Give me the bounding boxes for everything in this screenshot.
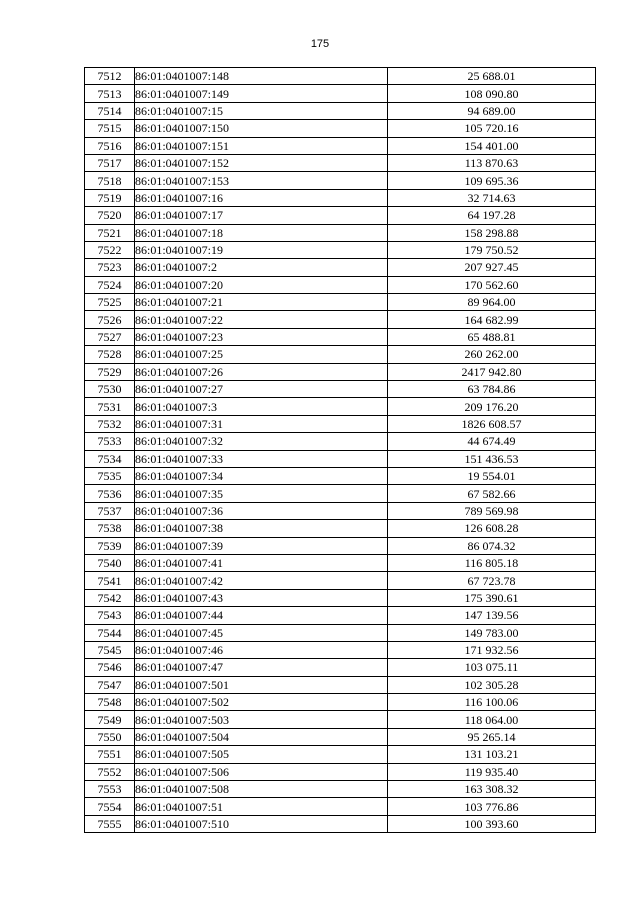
table-row xyxy=(85,398,596,415)
value-cell: 102 305.28 xyxy=(388,676,596,693)
table-row xyxy=(85,346,596,363)
table-row xyxy=(85,224,596,241)
table-row xyxy=(85,294,596,311)
row-number-cell: 7527 xyxy=(85,328,135,345)
table-row xyxy=(85,363,596,380)
cadastral-number-cell: 86:01:0401007:23 xyxy=(135,328,388,345)
row-number-cell: 7528 xyxy=(85,346,135,363)
cadastral-number-cell: 86:01:0401007:21 xyxy=(135,294,388,311)
cadastral-number-cell: 86:01:0401007:36 xyxy=(135,502,388,519)
table-row xyxy=(85,815,596,832)
cadastral-value-table xyxy=(84,67,596,833)
table-row xyxy=(85,450,596,467)
table-row xyxy=(85,676,596,693)
table-row xyxy=(85,798,596,815)
value-cell: 260 262.00 xyxy=(388,346,596,363)
cadastral-number-cell: 86:01:0401007:42 xyxy=(135,572,388,589)
cadastral-number-cell: 86:01:0401007:47 xyxy=(135,659,388,676)
cadastral-number-cell: 86:01:0401007:2 xyxy=(135,259,388,276)
value-cell: 175 390.61 xyxy=(388,589,596,606)
cadastral-number-cell: 86:01:0401007:22 xyxy=(135,311,388,328)
value-cell: 100 393.60 xyxy=(388,815,596,832)
row-number-cell: 7531 xyxy=(85,398,135,415)
table-row xyxy=(85,728,596,745)
row-number-cell: 7547 xyxy=(85,676,135,693)
row-number-cell: 7524 xyxy=(85,276,135,293)
cadastral-number-cell: 86:01:0401007:503 xyxy=(135,711,388,728)
row-number-cell: 7515 xyxy=(85,120,135,137)
table-row xyxy=(85,485,596,502)
value-cell: 67 723.78 xyxy=(388,572,596,589)
table-row xyxy=(85,746,596,763)
cadastral-number-cell: 86:01:0401007:25 xyxy=(135,346,388,363)
cadastral-number-cell: 86:01:0401007:31 xyxy=(135,415,388,432)
table-row xyxy=(85,467,596,484)
row-number-cell: 7523 xyxy=(85,259,135,276)
value-cell: 179 750.52 xyxy=(388,241,596,258)
row-number-cell: 7540 xyxy=(85,554,135,571)
row-number-cell: 7538 xyxy=(85,520,135,537)
cadastral-number-cell: 86:01:0401007:19 xyxy=(135,241,388,258)
value-cell: 65 488.81 xyxy=(388,328,596,345)
value-cell: 789 569.98 xyxy=(388,502,596,519)
cadastral-number-cell: 86:01:0401007:504 xyxy=(135,728,388,745)
table-row xyxy=(85,502,596,519)
row-number-cell: 7542 xyxy=(85,589,135,606)
table-row xyxy=(85,276,596,293)
row-number-cell: 7530 xyxy=(85,381,135,398)
value-cell: 154 401.00 xyxy=(388,137,596,154)
value-cell: 103 776.86 xyxy=(388,798,596,815)
row-number-cell: 7553 xyxy=(85,781,135,798)
table-row xyxy=(85,537,596,554)
cadastral-number-cell: 86:01:0401007:502 xyxy=(135,694,388,711)
row-number-cell: 7539 xyxy=(85,537,135,554)
row-number-cell: 7536 xyxy=(85,485,135,502)
cadastral-number-cell: 86:01:0401007:33 xyxy=(135,450,388,467)
row-number-cell: 7550 xyxy=(85,728,135,745)
cadastral-number-cell: 86:01:0401007:510 xyxy=(135,815,388,832)
cadastral-number-cell: 86:01:0401007:26 xyxy=(135,363,388,380)
cadastral-number-cell: 86:01:0401007:32 xyxy=(135,433,388,450)
cadastral-number-cell: 86:01:0401007:153 xyxy=(135,172,388,189)
table-row xyxy=(85,763,596,780)
table-row xyxy=(85,781,596,798)
table-row xyxy=(85,554,596,571)
page-number: 175 xyxy=(310,38,330,50)
cadastral-number-cell: 86:01:0401007:149 xyxy=(135,85,388,102)
row-number-cell: 7512 xyxy=(85,68,135,85)
row-number-cell: 7544 xyxy=(85,624,135,641)
cadastral-number-cell: 86:01:0401007:3 xyxy=(135,398,388,415)
row-number-cell: 7526 xyxy=(85,311,135,328)
table-row xyxy=(85,189,596,206)
table-row xyxy=(85,711,596,728)
value-cell: 131 103.21 xyxy=(388,746,596,763)
cadastral-number-cell: 86:01:0401007:44 xyxy=(135,607,388,624)
row-number-cell: 7551 xyxy=(85,746,135,763)
value-cell: 105 720.16 xyxy=(388,120,596,137)
cadastral-number-cell: 86:01:0401007:16 xyxy=(135,189,388,206)
table-row xyxy=(85,85,596,102)
cadastral-number-cell: 86:01:0401007:151 xyxy=(135,137,388,154)
cadastral-number-cell: 86:01:0401007:148 xyxy=(135,68,388,85)
row-number-cell: 7525 xyxy=(85,294,135,311)
table-row xyxy=(85,154,596,171)
table-row xyxy=(85,607,596,624)
cadastral-number-cell: 86:01:0401007:506 xyxy=(135,763,388,780)
cadastral-number-cell: 86:01:0401007:43 xyxy=(135,589,388,606)
row-number-cell: 7532 xyxy=(85,415,135,432)
cadastral-number-cell: 86:01:0401007:27 xyxy=(135,381,388,398)
row-number-cell: 7533 xyxy=(85,433,135,450)
table-row xyxy=(85,172,596,189)
value-cell: 89 964.00 xyxy=(388,294,596,311)
value-cell: 207 927.45 xyxy=(388,259,596,276)
value-cell: 151 436.53 xyxy=(388,450,596,467)
cadastral-number-cell: 86:01:0401007:35 xyxy=(135,485,388,502)
value-cell: 94 689.00 xyxy=(388,102,596,119)
value-cell: 25 688.01 xyxy=(388,68,596,85)
table-row xyxy=(85,659,596,676)
table-row xyxy=(85,207,596,224)
table-row xyxy=(85,694,596,711)
value-cell: 63 784.86 xyxy=(388,381,596,398)
table-row xyxy=(85,311,596,328)
table-row xyxy=(85,259,596,276)
cadastral-number-cell: 86:01:0401007:41 xyxy=(135,554,388,571)
row-number-cell: 7549 xyxy=(85,711,135,728)
value-cell: 209 176.20 xyxy=(388,398,596,415)
value-cell: 109 695.36 xyxy=(388,172,596,189)
value-cell: 163 308.32 xyxy=(388,781,596,798)
value-cell: 149 783.00 xyxy=(388,624,596,641)
cadastral-number-cell: 86:01:0401007:34 xyxy=(135,467,388,484)
table-row xyxy=(85,120,596,137)
value-cell: 86 074.32 xyxy=(388,537,596,554)
value-cell: 32 714.63 xyxy=(388,189,596,206)
value-cell: 19 554.01 xyxy=(388,467,596,484)
value-cell: 95 265.14 xyxy=(388,728,596,745)
cadastral-number-cell: 86:01:0401007:39 xyxy=(135,537,388,554)
cadastral-number-cell: 86:01:0401007:508 xyxy=(135,781,388,798)
row-number-cell: 7546 xyxy=(85,659,135,676)
cadastral-number-cell: 86:01:0401007:18 xyxy=(135,224,388,241)
value-cell: 64 197.28 xyxy=(388,207,596,224)
row-number-cell: 7518 xyxy=(85,172,135,189)
cadastral-number-cell: 86:01:0401007:15 xyxy=(135,102,388,119)
row-number-cell: 7513 xyxy=(85,85,135,102)
cadastral-number-cell: 86:01:0401007:51 xyxy=(135,798,388,815)
table-row xyxy=(85,102,596,119)
value-cell: 116 100.06 xyxy=(388,694,596,711)
table-row xyxy=(85,381,596,398)
table-row xyxy=(85,433,596,450)
row-number-cell: 7548 xyxy=(85,694,135,711)
table-row xyxy=(85,572,596,589)
table-row xyxy=(85,241,596,258)
value-cell: 126 608.28 xyxy=(388,520,596,537)
cadastral-number-cell: 86:01:0401007:501 xyxy=(135,676,388,693)
value-cell: 44 674.49 xyxy=(388,433,596,450)
row-number-cell: 7529 xyxy=(85,363,135,380)
cadastral-number-cell: 86:01:0401007:505 xyxy=(135,746,388,763)
row-number-cell: 7545 xyxy=(85,641,135,658)
table-row xyxy=(85,68,596,85)
table-row xyxy=(85,328,596,345)
row-number-cell: 7520 xyxy=(85,207,135,224)
value-cell: 108 090.80 xyxy=(388,85,596,102)
value-cell: 164 682.99 xyxy=(388,311,596,328)
table-row xyxy=(85,641,596,658)
row-number-cell: 7522 xyxy=(85,241,135,258)
row-number-cell: 7541 xyxy=(85,572,135,589)
cadastral-number-cell: 86:01:0401007:17 xyxy=(135,207,388,224)
row-number-cell: 7517 xyxy=(85,154,135,171)
value-cell: 119 935.40 xyxy=(388,763,596,780)
value-cell: 1826 608.57 xyxy=(388,415,596,432)
table-row xyxy=(85,624,596,641)
value-cell: 2417 942.80 xyxy=(388,363,596,380)
row-number-cell: 7534 xyxy=(85,450,135,467)
table-body xyxy=(85,68,596,833)
row-number-cell: 7521 xyxy=(85,224,135,241)
value-cell: 158 298.88 xyxy=(388,224,596,241)
row-number-cell: 7552 xyxy=(85,763,135,780)
row-number-cell: 7535 xyxy=(85,467,135,484)
cadastral-number-cell: 86:01:0401007:152 xyxy=(135,154,388,171)
row-number-cell: 7519 xyxy=(85,189,135,206)
value-cell: 118 064.00 xyxy=(388,711,596,728)
table-row xyxy=(85,137,596,154)
cadastral-number-cell: 86:01:0401007:46 xyxy=(135,641,388,658)
value-cell: 113 870.63 xyxy=(388,154,596,171)
row-number-cell: 7555 xyxy=(85,815,135,832)
table-row xyxy=(85,520,596,537)
row-number-cell: 7516 xyxy=(85,137,135,154)
value-cell: 170 562.60 xyxy=(388,276,596,293)
value-cell: 171 932.56 xyxy=(388,641,596,658)
value-cell: 67 582.66 xyxy=(388,485,596,502)
cadastral-number-cell: 86:01:0401007:150 xyxy=(135,120,388,137)
table-row xyxy=(85,589,596,606)
row-number-cell: 7537 xyxy=(85,502,135,519)
value-cell: 147 139.56 xyxy=(388,607,596,624)
row-number-cell: 7514 xyxy=(85,102,135,119)
value-cell: 103 075.11 xyxy=(388,659,596,676)
row-number-cell: 7543 xyxy=(85,607,135,624)
cadastral-number-cell: 86:01:0401007:20 xyxy=(135,276,388,293)
row-number-cell: 7554 xyxy=(85,798,135,815)
cadastral-number-cell: 86:01:0401007:38 xyxy=(135,520,388,537)
value-cell: 116 805.18 xyxy=(388,554,596,571)
table-row xyxy=(85,415,596,432)
cadastral-number-cell: 86:01:0401007:45 xyxy=(135,624,388,641)
